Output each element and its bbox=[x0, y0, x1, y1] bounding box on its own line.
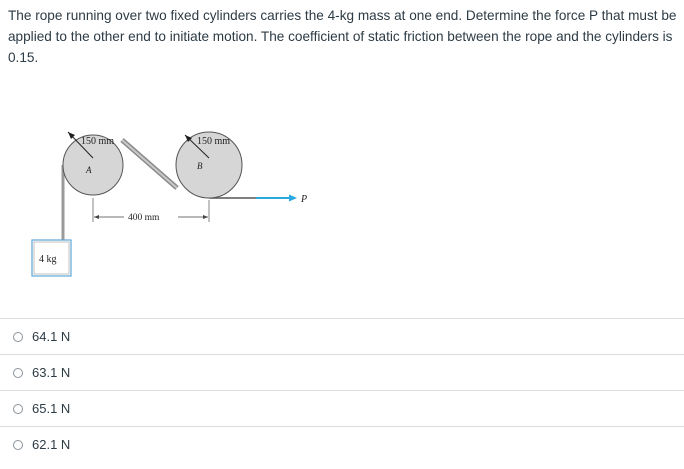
cylinder-b-label: B bbox=[197, 161, 203, 171]
question-text-block bbox=[8, 5, 678, 68]
radio-button[interactable] bbox=[13, 404, 23, 414]
spacing-label: 400 mm bbox=[128, 213, 160, 223]
radio-button[interactable] bbox=[13, 368, 23, 378]
answer-list bbox=[0, 318, 684, 462]
force-label: P bbox=[301, 194, 308, 205]
radio-button[interactable] bbox=[13, 332, 23, 342]
question-text: The rope running over two fixed cylinders carries the 4-kg mass at one end. Determine the force P that must be applied to the other end to initiate motion. The coefficient of static friction between the rope and the cylinders is 0.15. bbox=[8, 8, 677, 65]
answer-label: 65.1 N bbox=[32, 401, 71, 416]
answer-option[interactable] bbox=[0, 390, 684, 426]
radio-button[interactable] bbox=[13, 440, 23, 450]
answer-option[interactable] bbox=[0, 426, 684, 462]
cylinder-a-label: A bbox=[86, 165, 92, 175]
answer-label: 63.1 N bbox=[32, 365, 71, 380]
answer-label: 64.1 N bbox=[32, 329, 71, 344]
radius-label-b: 150 mm bbox=[197, 136, 231, 147]
answer-option[interactable] bbox=[0, 318, 684, 354]
answer-option[interactable] bbox=[0, 354, 684, 390]
radius-label-a: 150 mm bbox=[81, 136, 115, 147]
problem-figure bbox=[0, 118, 360, 288]
mass-label: 4 kg bbox=[39, 254, 57, 265]
answer-label: 62.1 N bbox=[32, 437, 71, 452]
